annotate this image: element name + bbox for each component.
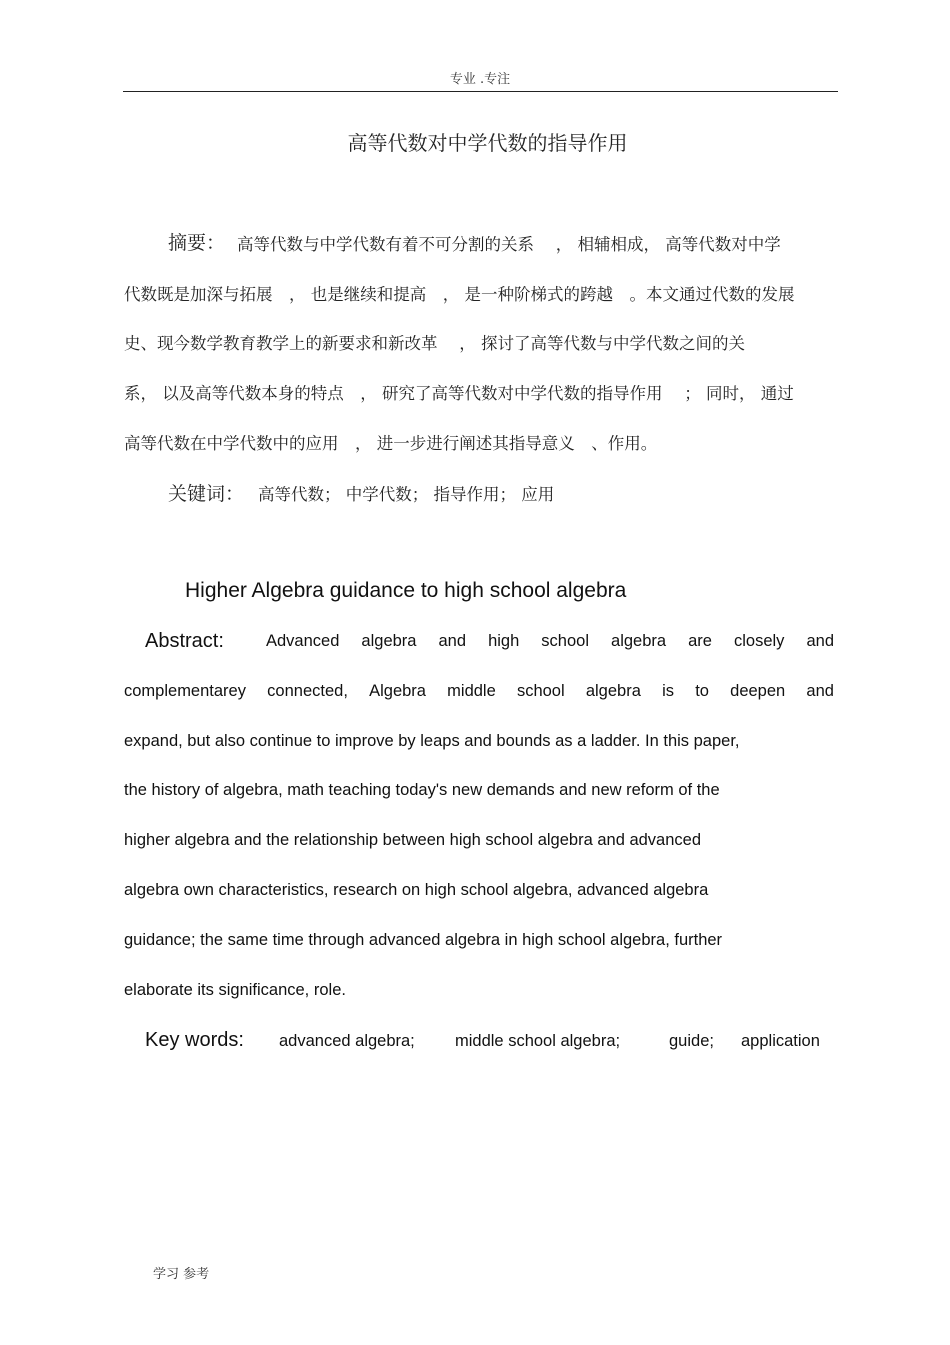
abstract-word: algebra (585, 682, 641, 700)
abstract-word: middle (447, 682, 496, 700)
abstract-en-line: higher algebra and the relationship between high school algebra and advanced (124, 831, 702, 849)
abstract-cn-label: 摘要： (168, 232, 226, 254)
abstract-word: deepen (730, 682, 786, 700)
abstract-cn-line: 高等代数与中学代数有着不可分割的关系 ， 相辅相成， 高等代数对中学 (237, 235, 781, 254)
abstract-word: school (541, 632, 589, 650)
header-rule (123, 91, 838, 92)
abstract-word: and (806, 632, 834, 650)
abstract-word: high (488, 632, 520, 650)
abstract-word: complementarey (124, 682, 246, 700)
abstract-word: is (662, 682, 674, 700)
abstract-word: closely (734, 632, 785, 650)
abstract-en-label: Abstract: (145, 630, 224, 652)
keywords-cn-text: 高等代数； 中学代数； 指导作用； 应用 (258, 485, 555, 504)
page-header: 专业 .专注 (449, 72, 511, 87)
keywords-en-label: Key words: (145, 1029, 244, 1051)
keywords-cn-label: 关键词： (168, 483, 245, 505)
keyword-item: application (741, 1032, 820, 1050)
abstract-word: and (438, 632, 467, 650)
abstract-word: and (806, 682, 834, 700)
abstract-en-line: expand, but also continue to improve by leaps and bounds as a ladder. In this paper, (124, 732, 740, 750)
page-footer: 学习 参考 (153, 1267, 210, 1282)
keyword-item: advanced algebra; (279, 1032, 415, 1050)
abstract-en-line: the history of algebra, math teaching today's new demands and new reform of the (124, 781, 720, 799)
keyword-item: guide; (669, 1032, 714, 1050)
abstract-en-line: guidance; the same time through advanced algebra in high school algebra, further (124, 931, 723, 949)
keyword-item: middle school algebra; (455, 1032, 621, 1050)
abstract-cn-line: 史、现今数学教育教学上的新要求和新改革 ， 探讨了高等代数与中学代数之间的关 (124, 334, 745, 353)
abstract-en-line: elaborate its significance, role. (124, 981, 346, 999)
abstract-word: algebra (611, 632, 667, 650)
abstract-word: school (516, 682, 565, 700)
abstract-cn-line: 系， 以及高等代数本身的特点 ， 研究了高等代数对中学代数的指导作用 ； 同时， 通过 (124, 384, 794, 403)
abstract-cn-line: 高等代数在中学代数中的应用 ， 进一步进行阐述其指导意义 、作用。 (124, 434, 658, 453)
abstract-word: connected, (267, 682, 348, 700)
abstract-word: Algebra (369, 682, 426, 700)
abstract-en-line: algebra own characteristics, research on high school algebra, advanced algebra (124, 881, 709, 899)
abstract-cn-line: 代数既是加深与拓展 ， 也是继续和提高 ， 是一种阶梯式的跨越 。本文通过代数的发展 (124, 285, 795, 304)
abstract-word: algebra (361, 632, 417, 650)
abstract-word: are (688, 632, 712, 650)
abstract-word: Advanced (266, 632, 340, 650)
english-title: Higher Algebra guidance to high school algebra (185, 579, 627, 602)
abstract-en-line (266, 632, 834, 651)
abstract-word: to (695, 682, 709, 700)
abstract-en-line (124, 682, 834, 701)
chinese-title: 高等代数对中学代数的指导作用 (347, 131, 628, 155)
